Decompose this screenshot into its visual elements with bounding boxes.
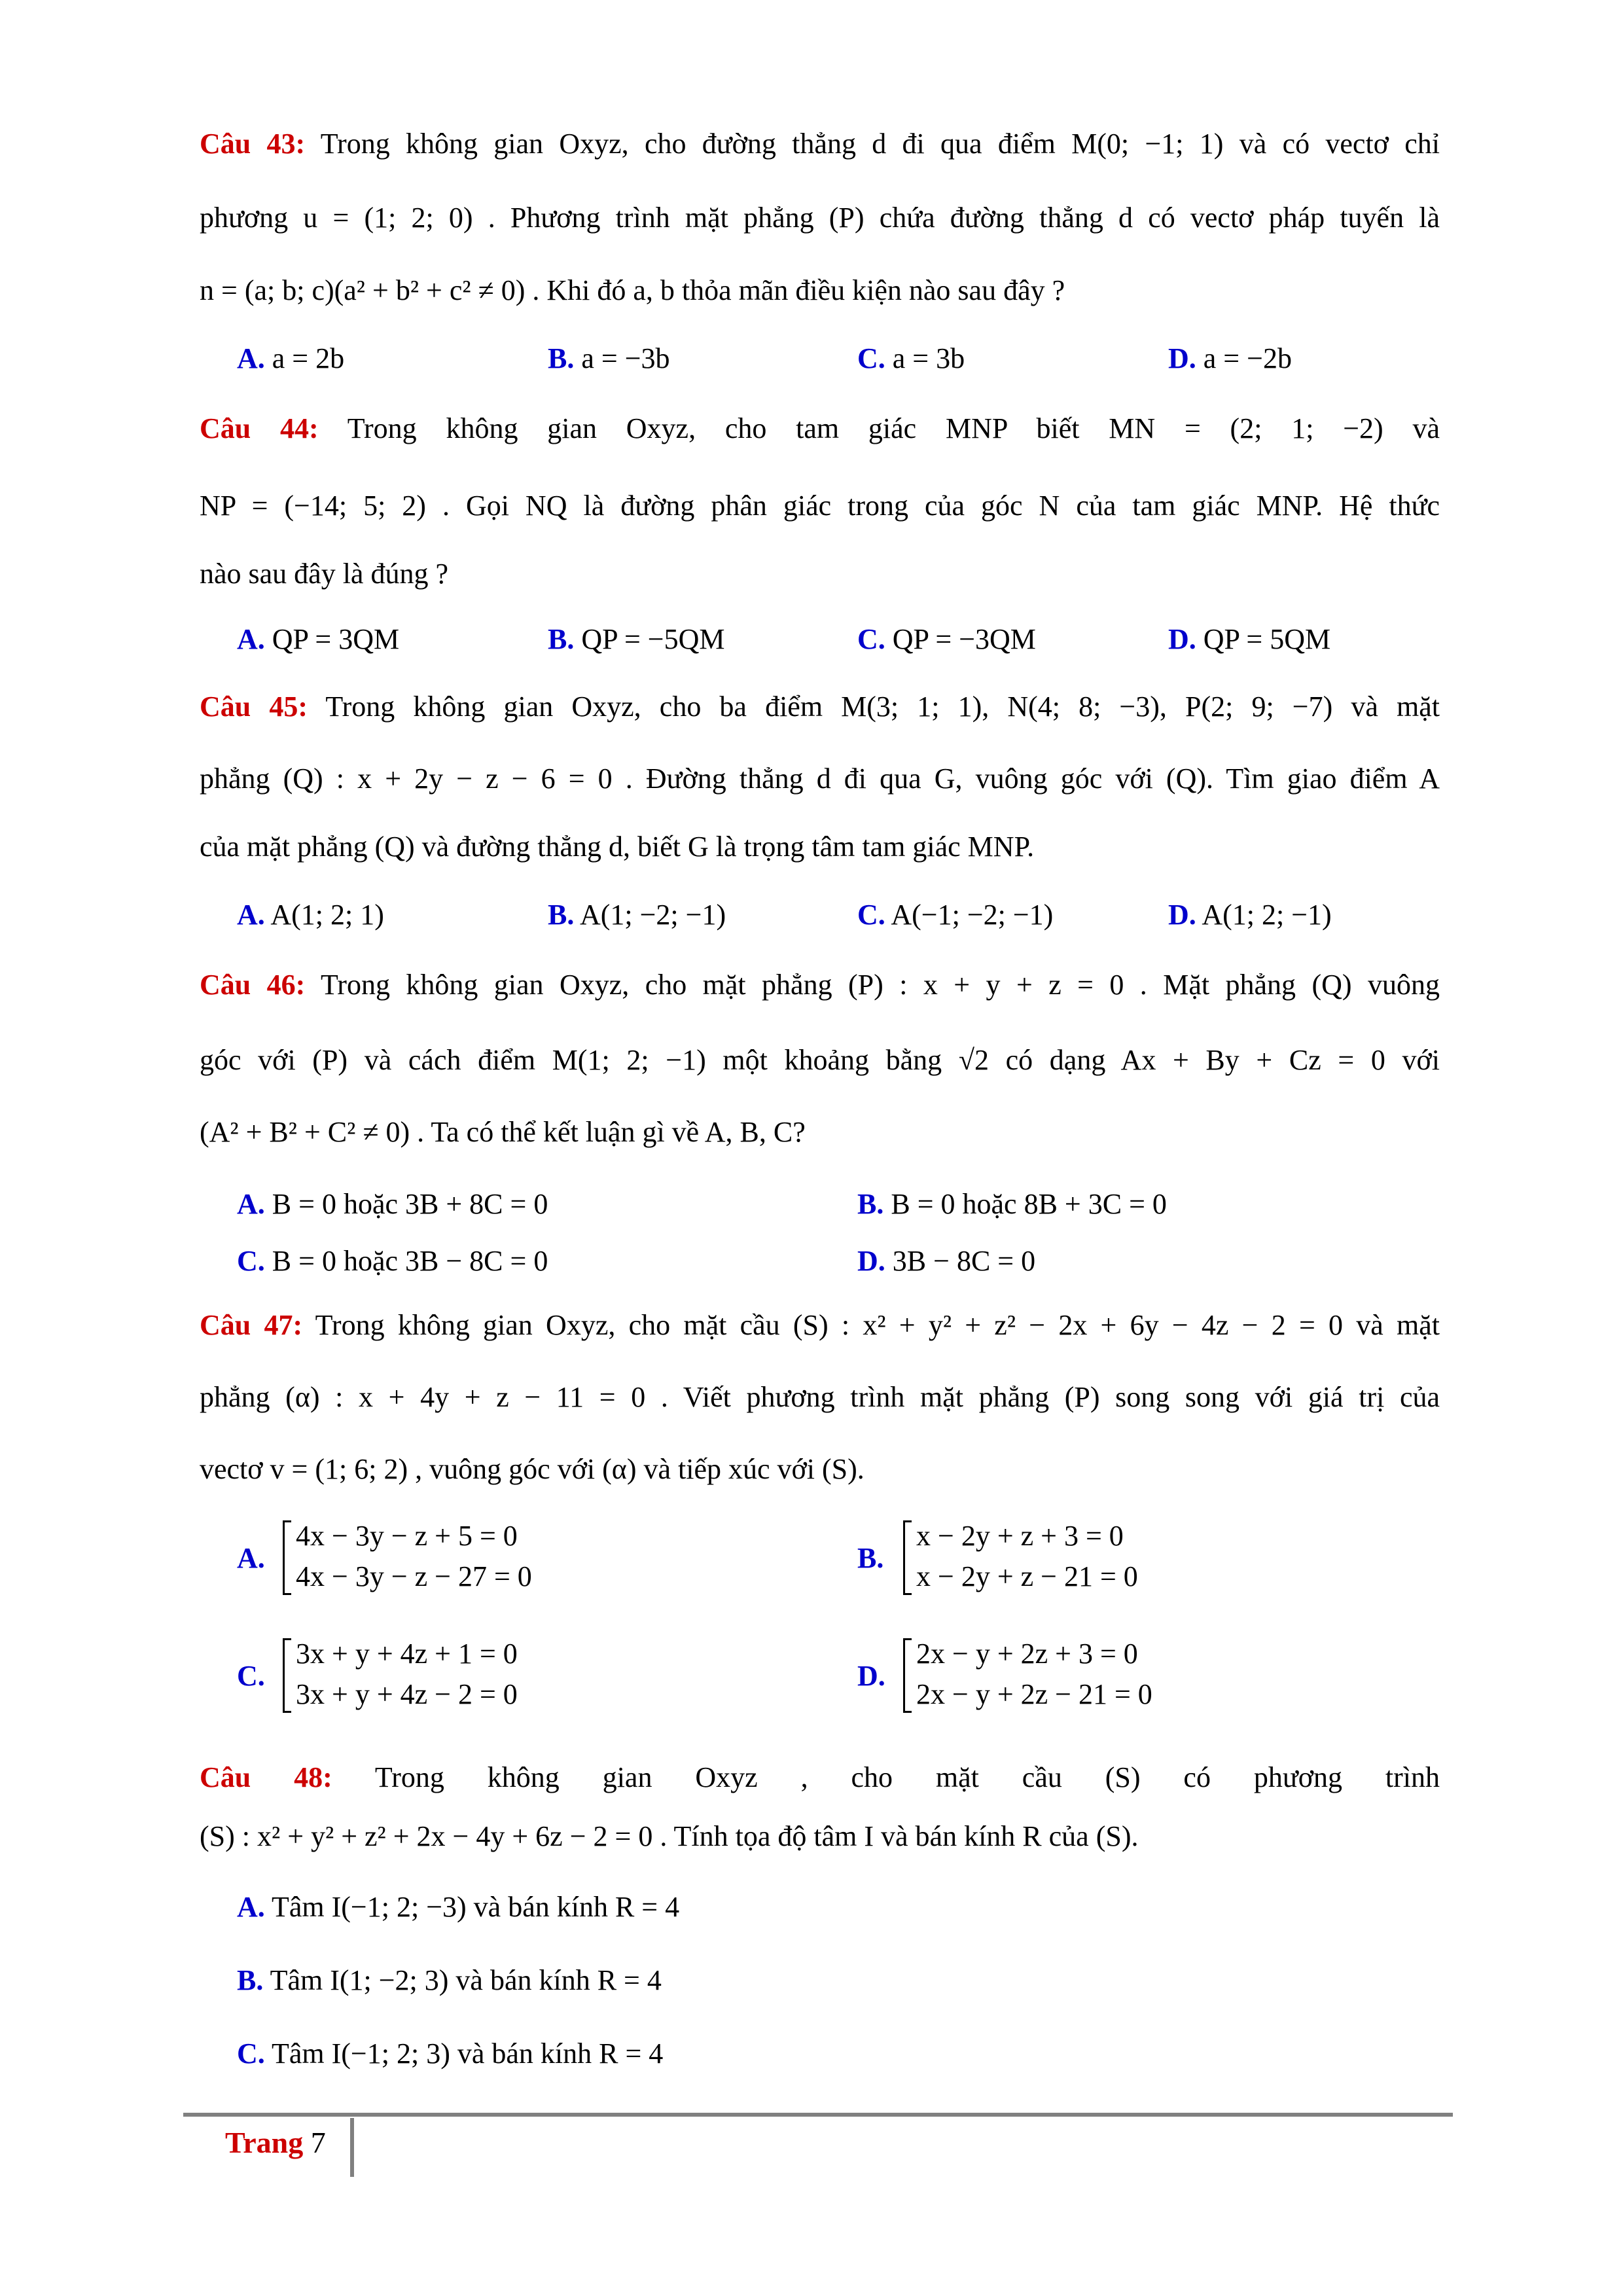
equation: x − 2y + z + 3 = 0	[916, 1520, 1124, 1552]
equation: 2x − y + 2z + 3 = 0	[916, 1638, 1138, 1670]
question-text: (A² + B² + C² ≠ 0) . Ta có thể kết luận gì về A, B, C?	[200, 1116, 806, 1148]
option-d[interactable]: D. a = −2b	[1168, 342, 1292, 374]
question-text: phương u = (1; 2; 0) . Phương trình mặt phẳng (P) chứa đường thẳng d có vectơ pháp tuyến là	[200, 202, 1440, 234]
equation: 3x + y + 4z − 2 = 0	[296, 1678, 518, 1710]
options-row	[200, 620, 1440, 659]
question-text: vectơ v = (1; 6; 2) , vuông góc với (α) và tiếp xúc với (S).	[200, 1453, 865, 1485]
option-b[interactable]: B. Tâm I(1; −2; 3) và bán kính R = 4	[237, 1964, 662, 1996]
option-a[interactable]: A. QP = 3QM	[237, 623, 400, 655]
system-bracket	[283, 1638, 291, 1713]
page-footer	[225, 2123, 326, 2162]
question-label: Câu 46:	[200, 969, 306, 1001]
equation: 2x − y + 2z − 21 = 0	[916, 1678, 1152, 1710]
options-row	[200, 1242, 1440, 1281]
option-a[interactable]: A. B = 0 hoặc 3B + 8C = 0	[237, 1188, 548, 1220]
options-row	[200, 895, 1440, 935]
exam-page: Câu 43: Trong không gian Oxyz, cho đường thẳng d đi qua điểm M(0; −1; 1) và có vectơ chỉ phương u = (1; 2; 0) . Phương trình mặt phẳng (P) chứa đường thẳng d có vectơ pháp tuyến là n = (a; b; c)(a² + b² + c² ≠ 0) . Khi đó a, b thỏa mãn điều kiện nào sau đây ? A. a = 2b B. a = −3b C. a = 3b D. a = −2b Câu 44: Trong không gian Oxyz, cho tam giác MNP biết MN = (2; 1; −2) và NP = (−14; 5; 2) . Gọi NQ là đường phân giác trong của góc N của tam giác MNP. Hệ thức nào sau đây là đúng ? A. QP = 3QM B. QP = −5QM C. QP = −3QM D. QP = 5QM Câu 45: Trong không gian Oxyz, cho ba điểm M(3; 1; 1), N(4; 8; −3), P(2; 9; −7) và mặt phẳng (Q) : x + 2y − z − 6 = 0 . Đường thẳng d đi qua G, vuông góc với (Q). Tìm giao điểm A của mặt phẳng (Q) và đường thẳng d, biết G là trọng tâm tam giác MNP. A. A(1; 2; 1) B. A(1; −2; −1) C. A(−1; −2; −1) D. A(1; 2; −1) Câu 46: Trong không gian Oxyz, cho mặt phẳng (P) : x + y + z = 0 . Mặt phẳng (Q) vuông góc với (P) và cách điểm M(1; 2; −1) một khoảng bằng √2 có dạng Ax + By + Cz = 0 với (A² + B² + C² ≠ 0) . Ta có thể kết luận gì về A, B, C? A. B = 0 hoặc 3B + 8C = 0 B. B = 0 hoặc 8B + 3C = 0 C. B = 0 hoặc 3B − 8C = 0 D. 3B − 8C = 0 Câu 47: Trong không gian Oxyz, cho mặt cầu (S) : x² + y² + z² − 2x + 6y − 4z − 2 = 0 và mặt phẳng (α) : x + 4y + z − 11 = 0 . Viết phương trình mặt phẳng (P) song song với giá trị của vectơ v = (1; 6; 2) , vuông góc với (α) và tiếp xúc với (S). A. 4x − 3y − z + 5 = 0 4x − 3y − z − 27 = 0 B. x − 2y + z + 3 = 0 x − 2y + z − 21 = 0 C. 3x + y + 4z + 1 = 0 3x + y + 4z − 2 = 0 D. 2x − y + 2z + 3 = 0 2x − y + 2z − 21 = 0 Câu 48: Trong không gian Oxyz , cho mặt cầu (S) có phương trình (S) : x² + y² + z² + 2x − 4y + 6z − 2 = 0 . Tính tọa độ tâm I và bán kính R của (S). A. Tâm I(−1; 2; −3) và bán kính R = 4 B. Tâm I(1; −2; 3) và bán kính R = 4 C. Tâm I(−1; 2; 3) và bán kính R = 4 Trang 7	[0, 0, 1623, 2296]
question-label: Câu 48:	[200, 1761, 332, 1793]
footer-divider	[183, 2113, 1453, 2117]
option-a[interactable]: A. a = 2b	[237, 342, 345, 374]
options-row	[200, 339, 1440, 378]
page-number: 7	[310, 2126, 326, 2159]
option-c[interactable]: C. A(−1; −2; −1)	[857, 899, 1054, 931]
question-text: phẳng (Q) : x + 2y − z − 6 = 0 . Đường thẳng d đi qua G, vuông góc với (Q). Tìm giao điểm A	[200, 762, 1440, 795]
question-text: n = (a; b; c)(a² + b² + c² ≠ 0) . Khi đó a, b thỏa mãn điều kiện nào sau đây ?	[200, 274, 1065, 306]
equation: 3x + y + 4z + 1 = 0	[296, 1638, 518, 1670]
footer-vertical-divider	[350, 2118, 354, 2177]
option-d[interactable]: D. QP = 5QM	[1168, 623, 1331, 655]
options-row	[200, 1185, 1440, 1224]
question-label: Câu 43:	[200, 128, 306, 160]
system-bracket	[283, 1520, 291, 1595]
option-c[interactable]: C. a = 3b	[857, 342, 965, 374]
question-label: Câu 44:	[200, 412, 319, 444]
question-label: Câu 47:	[200, 1309, 303, 1341]
option-b[interactable]: B. A(1; −2; −1)	[548, 899, 726, 931]
option-a[interactable]: A. A(1; 2; 1)	[237, 899, 384, 931]
option-d[interactable]: D. A(1; 2; −1)	[1168, 899, 1332, 931]
question-text: Trong không gian Oxyz, cho mặt cầu (S) : x² + y² + z² − 2x + 6y − 4z − 2 = 0 và mặt	[315, 1309, 1440, 1341]
option-c[interactable]: C. QP = −3QM	[857, 623, 1036, 655]
equation: x − 2y + z − 21 = 0	[916, 1560, 1138, 1592]
question-text: NP = (−14; 5; 2) . Gọi NQ là đường phân giác trong của góc N của tam giác MNP. Hệ thức	[200, 490, 1440, 522]
option-b[interactable]: B. B = 0 hoặc 8B + 3C = 0	[857, 1188, 1167, 1220]
footer-label: Trang	[225, 2126, 304, 2159]
question-text: Trong không gian Oxyz, cho tam giác MNP biết MN = (2; 1; −2) và	[347, 412, 1440, 444]
system-bracket	[903, 1638, 912, 1713]
option-b[interactable]: B. a = −3b	[548, 342, 670, 374]
option-a[interactable]: A. Tâm I(−1; 2; −3) và bán kính R = 4	[237, 1891, 680, 1923]
question-text: phẳng (α) : x + 4y + z − 11 = 0 . Viết phương trình mặt phẳng (P) song song với giá trị của	[200, 1381, 1440, 1413]
option-d[interactable]: D. 3B − 8C = 0	[857, 1245, 1036, 1277]
equation: 4x − 3y − z + 5 = 0	[296, 1520, 518, 1552]
question-text: Trong không gian Oxyz, cho ba điểm M(3; 1; 1), N(4; 8; −3), P(2; 9; −7) và mặt	[325, 691, 1440, 723]
question-text: Trong không gian Oxyz, cho mặt phẳng (P) : x + y + z = 0 . Mặt phẳng (Q) vuông	[320, 969, 1440, 1001]
question-text: nào sau đây là đúng ?	[200, 558, 448, 590]
system-bracket	[903, 1520, 912, 1595]
option-c[interactable]: C. Tâm I(−1; 2; 3) và bán kính R = 4	[237, 2037, 664, 2070]
question-label: Câu 45:	[200, 691, 308, 723]
option-b[interactable]: B. QP = −5QM	[548, 623, 725, 655]
question-text: Trong không gian Oxyz, cho đường thẳng d đi qua điểm M(0; −1; 1) và có vectơ chỉ	[320, 128, 1440, 160]
equation: 4x − 3y − z − 27 = 0	[296, 1560, 532, 1592]
question-text: (S) : x² + y² + z² + 2x − 4y + 6z − 2 = 0 . Tính tọa độ tâm I và bán kính R của (S).	[200, 1820, 1139, 1852]
question-text: Trong không gian Oxyz , cho mặt cầu (S) có phương trình	[374, 1761, 1440, 1793]
question-text: góc với (P) và cách điểm M(1; 2; −1) một khoảng bằng √2 có dạng Ax + By + Cz = 0 với	[200, 1044, 1440, 1076]
option-c[interactable]: C. B = 0 hoặc 3B − 8C = 0	[237, 1245, 548, 1277]
question-text: của mặt phẳng (Q) và đường thẳng d, biết G là trọng tâm tam giác MNP.	[200, 831, 1035, 863]
